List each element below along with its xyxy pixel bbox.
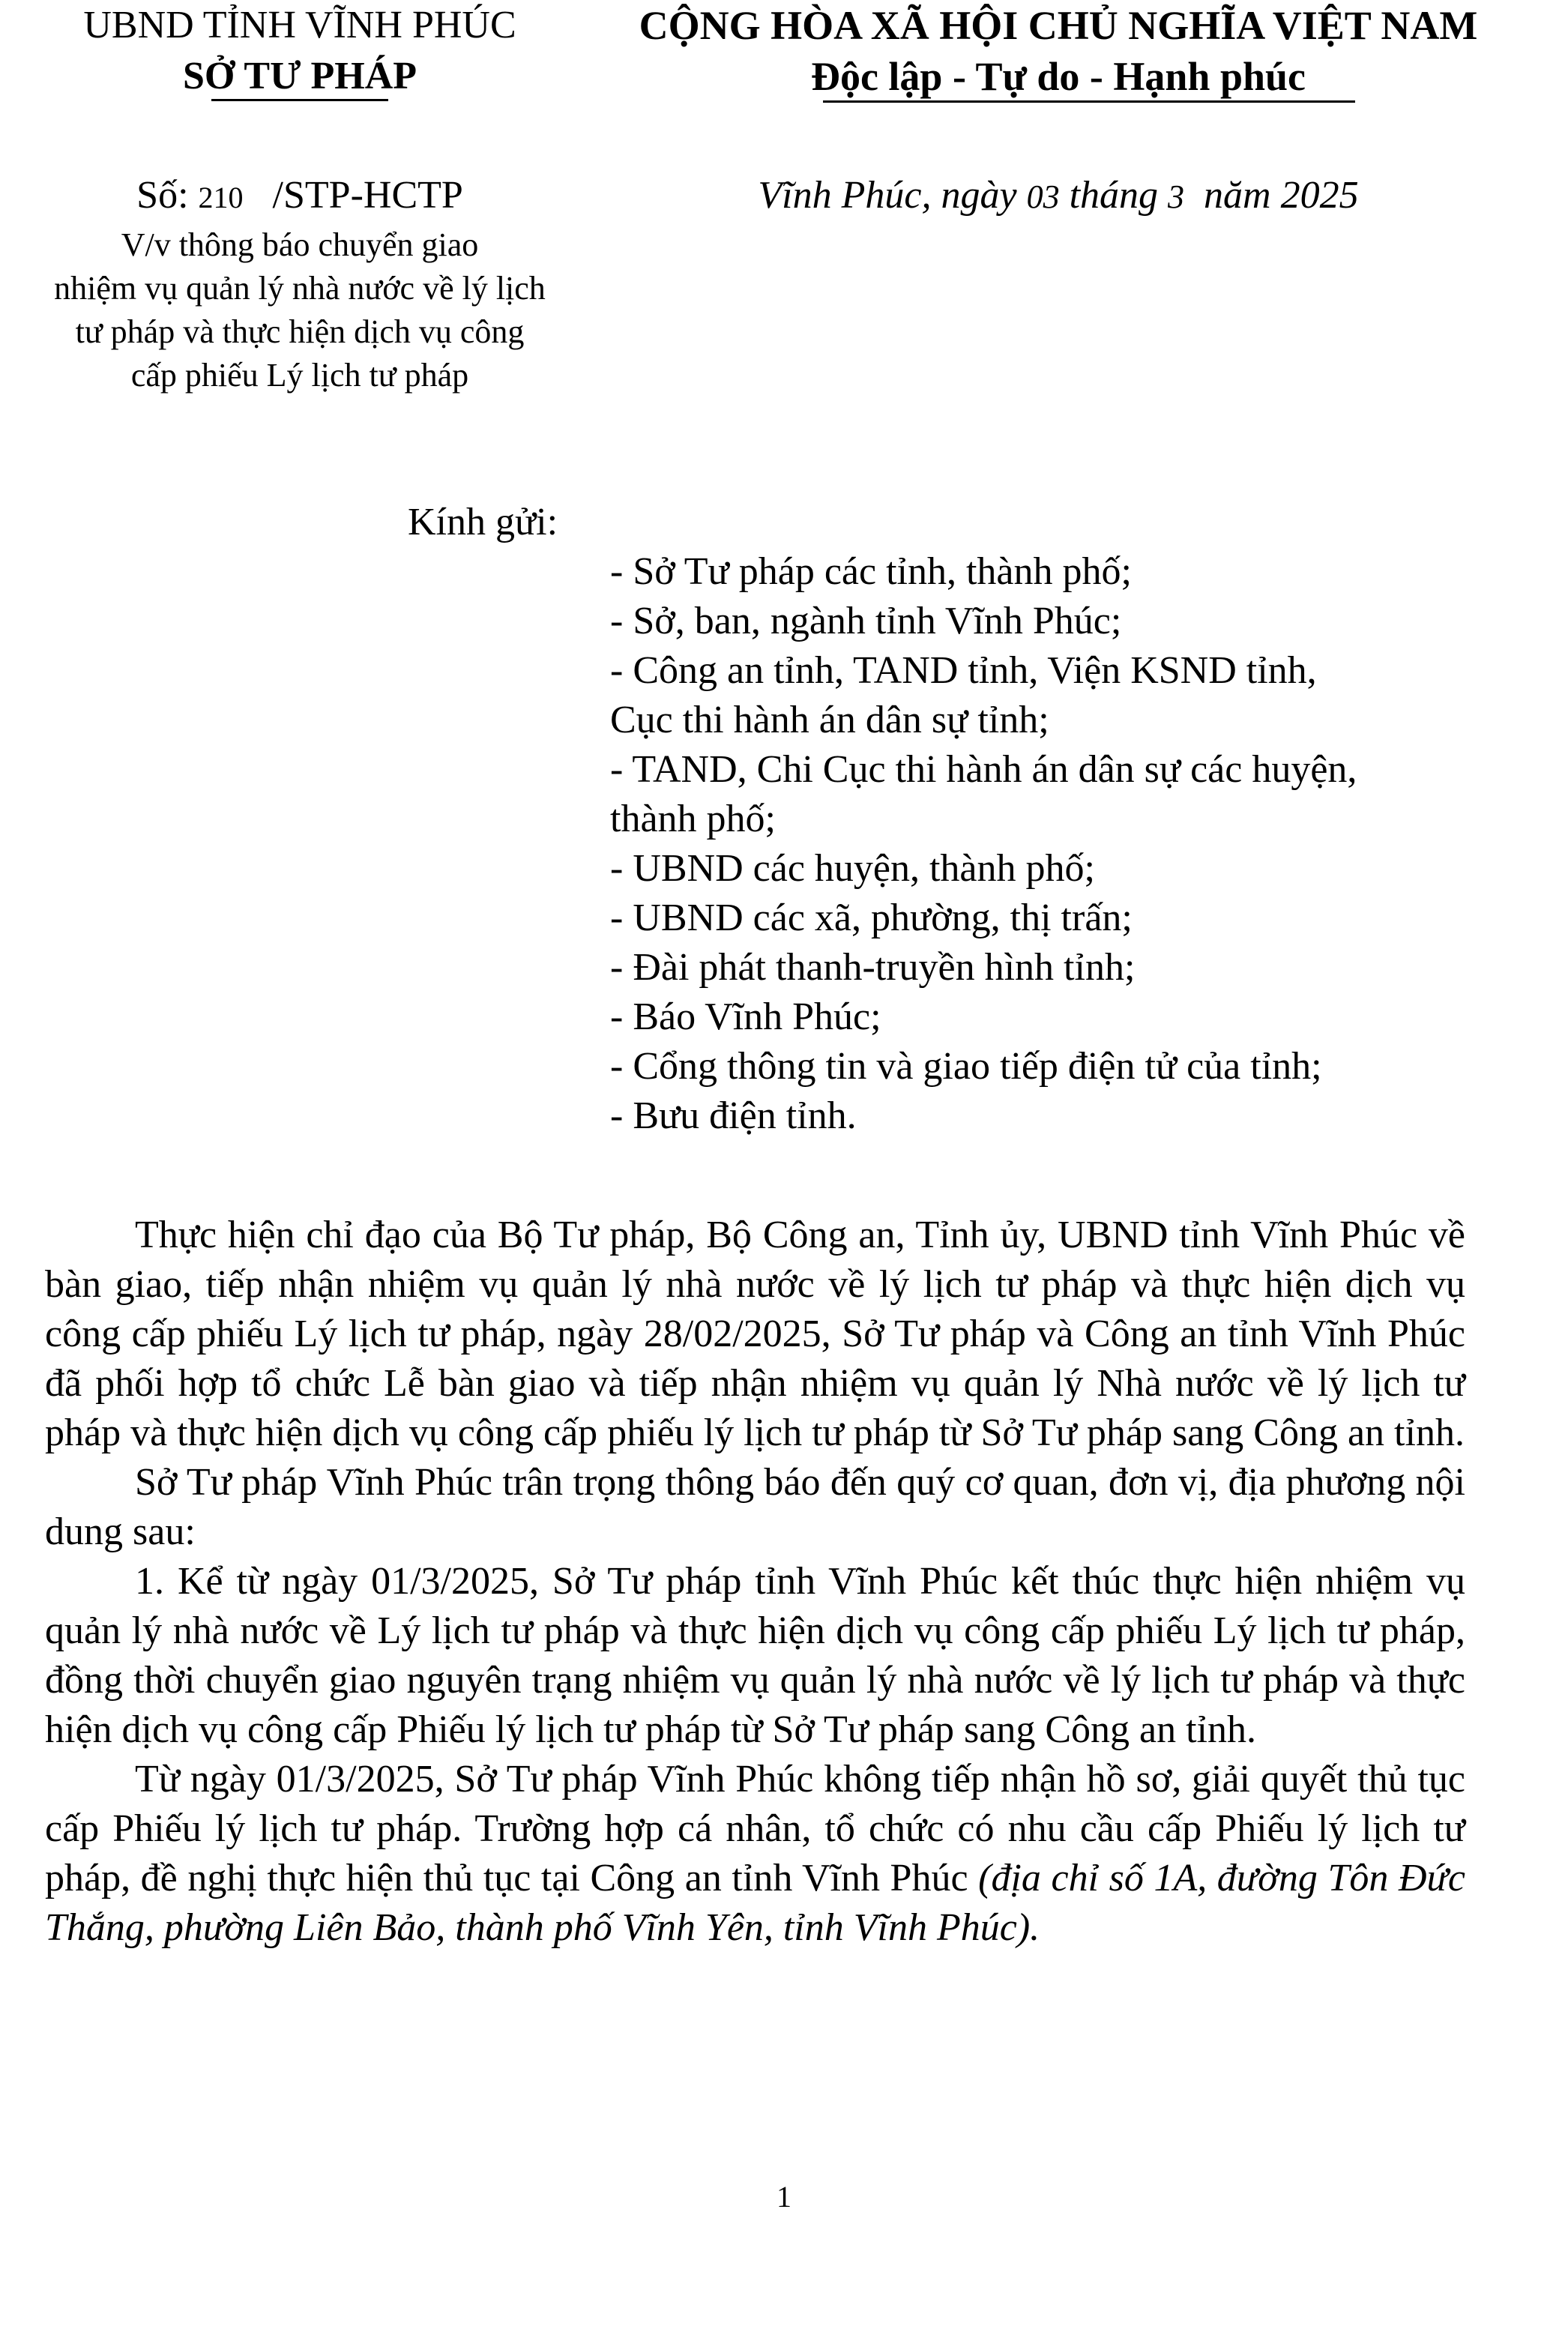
- document-subject: [15, 223, 585, 397]
- subject-line: nhiệm vụ quản lý nhà nước về lý lịch: [54, 270, 546, 307]
- subject-line: V/v thông báo chuyển giao: [121, 226, 479, 263]
- body-paragraph-4: [45, 1755, 1465, 1953]
- recipient-line: - Sở Tư pháp các tỉnh, thành phố;: [610, 550, 1132, 593]
- subject-line: cấp phiếu Lý lịch tư pháp: [130, 357, 469, 394]
- document-number-value: 210: [198, 181, 244, 214]
- document-number: [43, 171, 556, 223]
- body-paragraph-4-main: Từ ngày 01/3/2025, Sở Tư pháp Vĩnh Phúc không tiếp nhận hồ sơ, giải quyết thủ tục cấp Phiếu lý lịch tư pháp. Trường hợp cá nhân, tổ chức có nhu cầu cấp Phiếu lý lịch tư pháp, đề nghị thực hiện thủ tục tại Công an tỉnh Vĩnh Phúc: [45, 1758, 1465, 1899]
- recipient-line: - Công an tỉnh, TAND tỉnh, Viện KSND tỉnh,: [610, 649, 1317, 692]
- recipient-line: Cục thi hành án dân sự tỉnh;: [610, 699, 1049, 741]
- recipient-line: - Báo Vĩnh Phúc;: [610, 995, 881, 1038]
- document-date: [556, 171, 1561, 222]
- subject-line: tư pháp và thực hiện dịch vụ công: [75, 313, 525, 350]
- motto-underline: [823, 100, 1355, 103]
- date-year: năm 2025: [1204, 174, 1359, 217]
- national-motto: Độc lập - Tự do - Hạnh phúc: [810, 54, 1306, 99]
- recipient-line: - Bưu điện tỉnh.: [610, 1094, 857, 1137]
- recipient-line: - TAND, Chi Cục thi hành án dân sự các huyện,: [610, 748, 1357, 791]
- recipient-line: - Sở, ban, ngành tỉnh Vĩnh Phúc;: [610, 600, 1122, 642]
- body-paragraph-3: 1. Kể từ ngày 01/3/2025, Sở Tư pháp tỉnh Vĩnh Phúc kết thúc thực hiện nhiệm vụ quản lý nhà nước về Lý lịch tư pháp và thực hiện dịch vụ công cấp phiếu Lý lịch tư pháp, đồng thời chuyển giao nguyên trạng nhiệm vụ quản lý nhà nước về lý lịch tư pháp và thực hiện dịch vụ công cấp Phiếu lý lịch tư pháp từ Sở Tư pháp sang Công an tỉnh.: [45, 1560, 1465, 1751]
- date-day: 03: [1026, 178, 1060, 215]
- recipient-line: - UBND các xã, phường, thị trấn;: [610, 897, 1133, 939]
- recipients-list: [610, 547, 1547, 1141]
- body-paragraph-2: Sở Tư pháp Vĩnh Phúc trân trọng thông báo đến quý cơ quan, đơn vị, địa phương nội dung sau:: [45, 1461, 1465, 1553]
- national-title: CỘNG HÒA XÃ HỘI CHỦ NGHĨA VIỆT NAM: [639, 3, 1478, 48]
- date-month: 3: [1168, 178, 1185, 215]
- document-number-suffix: /STP-HCTP: [272, 174, 463, 217]
- issuing-authority: SỞ TƯ PHÁP: [182, 55, 417, 97]
- recipient-line: - UBND các huyện, thành phố;: [610, 847, 1095, 890]
- date-month-word: tháng: [1069, 174, 1159, 217]
- body-paragraph-1: Thực hiện chỉ đạo của Bộ Tư pháp, Bộ Công an, Tỉnh ủy, UBND tỉnh Vĩnh Phúc về bàn giao, tiếp nhận nhiệm vụ quản lý nhà nước về lý lịch tư pháp và thực hiện dịch vụ công cấp phiếu Lý lịch tư pháp, ngày 28/02/2025, Sở Tư pháp và Công an tỉnh Vĩnh Phúc đã phối hợp tổ chức Lễ bàn giao và tiếp nhận nhiệm vụ quản lý Nhà nước về lý lịch tư pháp và thực hiện dịch vụ công cấp phiếu lý lịch tư pháp từ Sở Tư pháp sang Công an tỉnh.: [45, 1214, 1465, 1454]
- page-number: 1: [777, 2180, 791, 2214]
- recipient-line: - Đài phát thanh-truyền hình tỉnh;: [610, 946, 1136, 989]
- issuing-authority-underline: [211, 99, 388, 101]
- recipient-line: thành phố;: [610, 798, 776, 840]
- body-paragraph-4-address: (địa chỉ số 1A, đường Tôn Đức Thắng, phường Liên Bảo, thành phố Vĩnh Yên, tỉnh Vĩnh Phúc).: [45, 1857, 1465, 1949]
- document-body: [45, 1211, 1465, 1953]
- issuing-authority-parent: UBND TỈNH VĨNH PHÚC: [83, 4, 516, 46]
- recipient-line: - Cổng thông tin và giao tiếp điện tử của tỉnh;: [610, 1045, 1322, 1088]
- date-place: Vĩnh Phúc, ngày: [758, 174, 1017, 217]
- document-number-prefix: Số:: [136, 174, 189, 217]
- recipients-label: Kính gửi:: [408, 501, 558, 543]
